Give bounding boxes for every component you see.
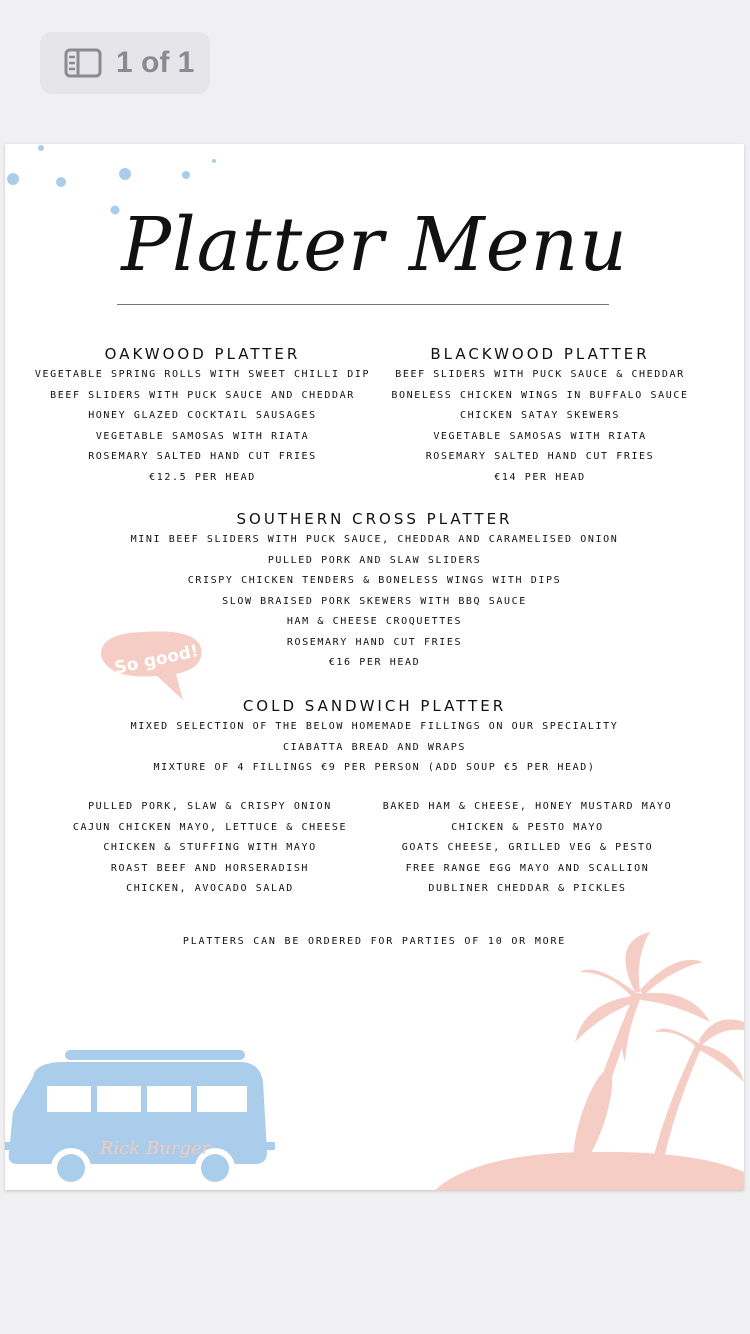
menu-title: Platter Menu	[121, 202, 628, 288]
list-item: ROSEMARY SALTED HAND CUT FRIES	[88, 451, 317, 462]
sidebar-panel-icon	[64, 48, 102, 78]
list-item: MINI BEEF SLIDERS WITH PUCK SAUCE, CHEDDAR AND CARAMELISED ONION	[130, 534, 619, 545]
oakwood-platter-heading: OAKWOOD PLATTER	[104, 345, 301, 363]
blackwood-platter-heading: BLACKWOOD PLATTER	[430, 345, 650, 363]
list-item: ROSEMARY SALTED HAND CUT FRIES	[425, 451, 655, 462]
list-item: PULLED PORK AND SLAW SLIDERS	[267, 554, 482, 566]
list-item: BEEF SLIDERS WITH PUCK SAUCE & CHEDDAR	[395, 369, 685, 380]
southern-cross-price: €16 PER HEAD	[328, 657, 421, 668]
list-item: CRISPY CHICKEN TENDERS & BONELESS WINGS WITH DIPS	[187, 575, 562, 586]
list-item: CHICKEN, AVOCADO SALAD	[126, 883, 294, 894]
list-item: DUBLINER CHEDDAR & PICKLES	[428, 883, 627, 894]
page-count-label: 1 of 1	[116, 46, 195, 79]
list-item: GOATS CHEESE, GRILLED VEG & PESTO	[401, 842, 654, 853]
fillings-right-column	[375, 797, 680, 900]
list-item: BAKED HAM & CHEESE, HONEY MUSTARD MAYO	[382, 801, 673, 812]
oakwood-price: €12.5 PER HEAD	[149, 471, 256, 483]
speech-bubble-text: So good!	[112, 641, 201, 679]
ordering-note: PLATTERS CAN BE ORDERED FOR PARTIES OF 10 OR MORE	[182, 936, 567, 947]
list-item: CHICKEN & PESTO MAYO	[451, 821, 604, 833]
list-item: PULLED PORK, SLAW & CRISPY ONION	[88, 801, 332, 812]
list-item: ROAST BEEF AND HORSERADISH	[110, 862, 310, 874]
list-item: ROSEMARY HAND CUT FRIES	[286, 636, 463, 648]
list-item: FREE RANGE EGG MAYO AND SCALLION	[405, 862, 650, 874]
blackwood-price: €14 PER HEAD	[494, 471, 586, 483]
list-item: VEGETABLE SAMOSAS WITH RIATA	[433, 430, 647, 442]
list-item: VEGETABLE SAMOSAS WITH RIATA	[95, 430, 310, 442]
blackwood-platter-section	[380, 343, 700, 488]
list-item: HONEY GLAZED COCKTAIL SAUSAGES	[88, 410, 317, 421]
list-item: CAJUN CHICKEN MAYO, LETTUCE & CHEESE	[72, 821, 348, 833]
speech-bubble-decoration	[91, 626, 211, 706]
list-item: BEEF SLIDERS WITH PUCK SAUCE AND CHEDDAR	[50, 389, 355, 401]
palm-trees-decoration	[435, 932, 744, 1190]
van-logo-decoration	[5, 1042, 275, 1190]
intro-line: MIXED SELECTION OF THE BELOW HOMEMADE FILLINGS ON OUR SPECIALITY	[130, 721, 619, 732]
title-divider	[117, 304, 609, 305]
intro-line: CIABATTA BREAD AND WRAPS	[283, 741, 466, 753]
van-logo-text: Rick Burger	[100, 1138, 211, 1159]
cold-sandwich-platter-section	[5, 695, 744, 779]
pricing-line: MIXTURE OF 4 FILLINGS €9 PER PERSON (ADD SOUP €5 PER HEAD)	[153, 762, 596, 773]
list-item: CHICKEN SATAY SKEWERS	[459, 410, 621, 421]
list-item: BONELESS CHICKEN WINGS IN BUFFALO SAUCE	[391, 389, 689, 401]
oakwood-platter-section	[25, 343, 380, 488]
list-item: CHICKEN & STUFFING WITH MAYO	[103, 842, 317, 853]
menu-document-page	[5, 144, 744, 1190]
page-indicator[interactable]	[40, 32, 210, 94]
fillings-left-column	[45, 797, 375, 900]
southern-cross-platter-heading: SOUTHERN CROSS PLATTER	[236, 510, 513, 528]
cold-sandwich-platter-heading: COLD SANDWICH PLATTER	[242, 697, 507, 715]
list-item: VEGETABLE SPRING ROLLS WITH SWEET CHILLI DIP	[34, 369, 371, 380]
list-item: SLOW BRAISED PORK SKEWERS WITH BBQ SAUCE	[222, 595, 527, 607]
list-item: HAM & CHEESE CROQUETTES	[286, 616, 463, 627]
